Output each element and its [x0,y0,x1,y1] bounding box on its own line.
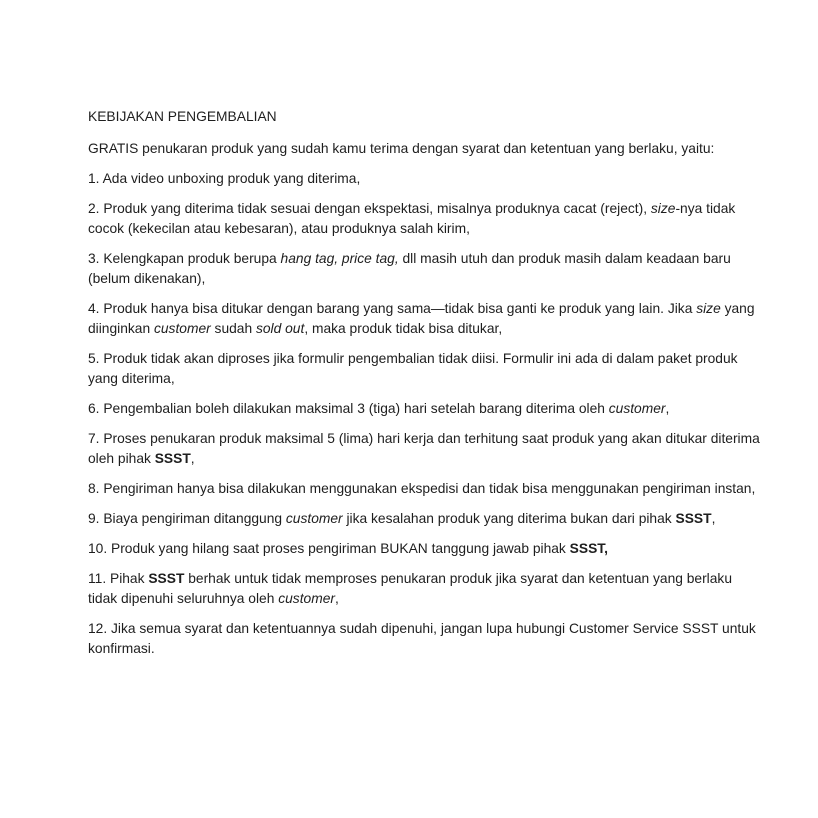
text-segment: customer [608,401,666,416]
text-segment: 7. Proses penukaran produk maksimal 5 (lima) hari kerja dan terhitung saat produk yang akan ditukar diterima oleh pihak [88,431,760,466]
policy-item-4 [88,299,764,339]
text-segment: 10. Produk yang hilang saat proses pengiriman BUKAN tanggung jawab pihak [88,541,570,556]
policy-item-5 [88,349,764,389]
document-title: KEBIJAKAN PENGEMBALIAN [88,109,277,124]
text-segment: 9. Biaya pengiriman ditanggung [88,511,286,526]
intro-paragraph [88,139,764,159]
policy-item-6 [88,399,764,419]
text-segment: customer [153,321,211,336]
text-segment: , maka produk tidak bisa ditukar, [304,321,503,336]
text-segment: 5. Produk tidak akan diproses jika formulir pengembalian tidak diisi. Formulir ini ada di dalam paket produk yang diterima, [88,351,738,386]
policy-paragraphs [88,139,764,659]
policy-item-10 [88,539,764,559]
text-segment: SSST [148,571,185,586]
text-segment: SSST [675,511,712,526]
text-segment: , [711,511,716,526]
text-segment: , [334,591,339,606]
text-segment: 12. Jika semua syarat dan ketentuannya sudah dipenuhi, jangan lupa hubungi Customer Service SSST untuk konfirmasi. [88,621,756,656]
text-segment: yang diinginkan [88,301,755,336]
policy-item-1 [88,169,764,189]
text-segment: size [650,201,676,216]
text-segment: customer [285,511,343,526]
return-policy-document [88,107,764,659]
policy-item-3 [88,249,764,289]
policy-item-9 [88,509,764,529]
policy-item-12 [88,619,764,659]
text-segment: 4. Produk hanya bisa ditukar dengan barang yang sama—tidak bisa ganti ke produk yang lain. Jika [88,301,697,316]
text-segment: jika kesalahan produk yang diterima bukan dari pihak [342,511,676,526]
text-segment: -nya tidak cocok (kekecilan atau kebesaran), atau produknya salah kirim, [88,201,736,236]
text-segment: SSST, [569,541,609,556]
text-segment: size [696,301,721,316]
text-segment: hang tag, price tag, [280,251,399,266]
text-segment: 3. Kelengkapan produk berupa [88,251,281,266]
policy-item-2 [88,199,764,239]
text-segment: sudah [210,321,256,336]
policy-item-8 [88,479,764,499]
policy-item-11 [88,569,764,609]
policy-item-7 [88,429,764,469]
text-segment: berhak untuk tidak memproses penukaran produk jika syarat dan ketentuan yang berlaku tidak dipenuhi seluruhnya oleh [88,571,732,606]
text-segment: , [665,401,670,416]
text-segment: , [190,451,195,466]
text-segment: GRATIS penukaran produk yang sudah kamu terima dengan syarat dan ketentuan yang berlaku, yaitu: [88,141,715,156]
text-segment: 8. Pengiriman hanya bisa dilakukan menggunakan ekspedisi dan tidak bisa menggunakan pengiriman instan, [88,481,756,496]
text-segment: sold out [255,321,305,336]
text-segment: 6. Pengembalian boleh dilakukan maksimal 3 (tiga) hari setelah barang diterima oleh [88,401,609,416]
text-segment: dll masih utuh dan produk masih dalam keadaan baru (belum dikenakan), [88,251,731,286]
text-segment: 2. Produk yang diterima tidak sesuai dengan ekspektasi, misalnya produknya cacat (reject), [88,201,651,216]
text-segment: 1. Ada video unboxing produk yang diterima, [88,171,361,186]
text-segment: SSST [154,451,191,466]
text-segment: 11. Pihak [88,571,149,586]
text-segment: customer [278,591,335,606]
